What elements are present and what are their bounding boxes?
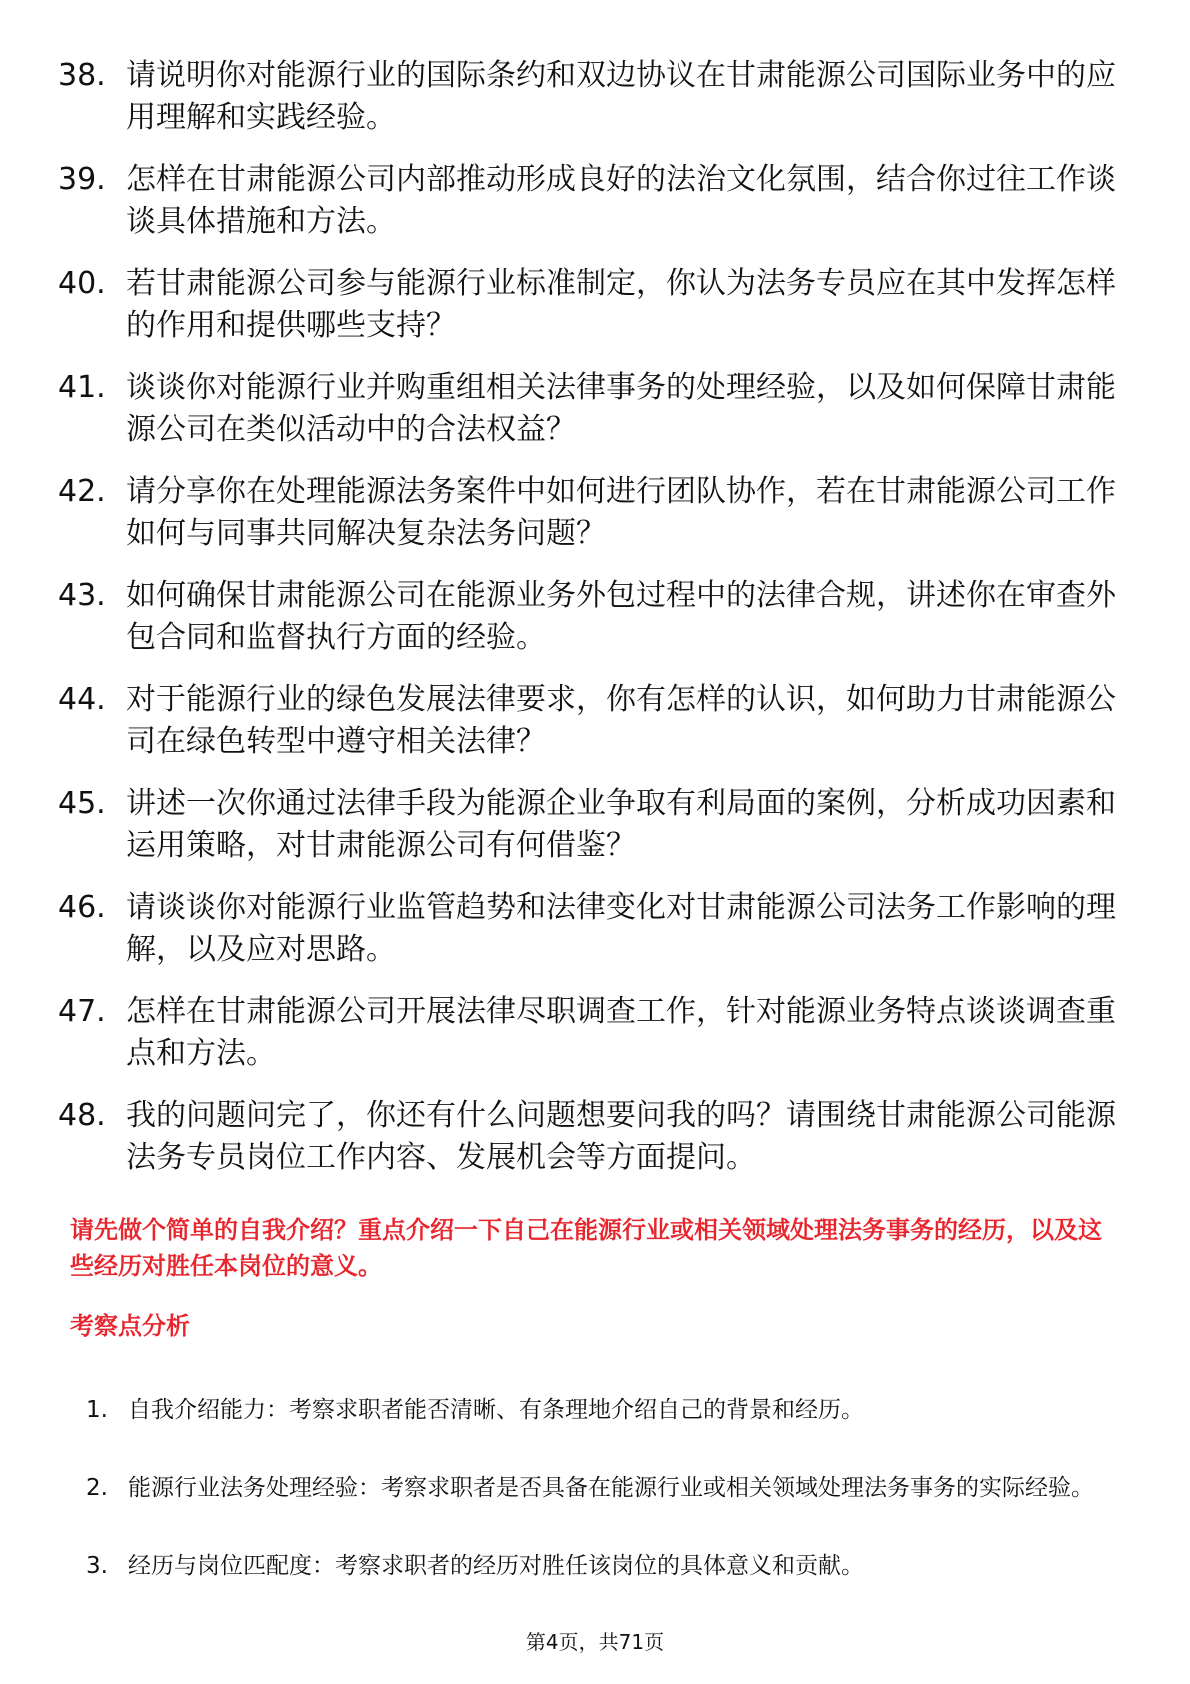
question-text: 若甘肃能源公司参与能源行业标准制定，你认为法务专员应在其中发挥怎样的作用和提供哪些支持？ [126, 266, 1116, 343]
list-item [58, 1095, 1118, 1179]
list-item [58, 991, 1118, 1075]
page-number-footer: 第4页，共71页 [525, 1630, 665, 1654]
question-text: 请分享你在处理能源法务案件中如何进行团队协作，若在甘肃能源公司工作如何与同事共同解决复杂法务问题？ [126, 474, 1116, 551]
question-number: 47. [58, 994, 106, 1029]
list-item [58, 679, 1118, 763]
question-list [58, 55, 1118, 1199]
list-item [58, 887, 1118, 971]
analysis-number: 2. [86, 1475, 108, 1501]
list-item [86, 1382, 1120, 1438]
question-number: 40. [58, 266, 106, 301]
list-item [58, 575, 1118, 659]
question-text: 讲述一次你通过法律手段为能源企业争取有利局面的案例，分析成功因素和运用策略，对甘肃能源公司有何借鉴？ [126, 786, 1116, 863]
list-item [58, 783, 1118, 867]
question-text: 请说明你对能源行业的国际条约和双边协议在甘肃能源公司国际业务中的应用理解和实践经验。 [126, 58, 1116, 135]
list-item [58, 55, 1118, 139]
question-text: 如何确保甘肃能源公司在能源业务外包过程中的法律合规，讲述你在审查外包合同和监督执行方面的经验。 [126, 578, 1116, 655]
analysis-list [86, 1382, 1120, 1616]
question-text: 我的问题问完了，你还有什么问题想要问我的吗？请围绕甘肃能源公司能源法务专员岗位工作内容、发展机会等方面提问。 [126, 1098, 1116, 1175]
question-text: 对于能源行业的绿色发展法律要求，你有怎样的认识，如何助力甘肃能源公司在绿色转型中遵守相关法律？ [126, 682, 1116, 759]
analysis-text: 能源行业法务处理经验：考察求职者是否具备在能源行业或相关领域处理法务事务的实际经验。 [128, 1475, 1094, 1501]
list-item [86, 1538, 1120, 1594]
question-number: 43. [58, 578, 106, 613]
question-text: 谈谈你对能源行业并购重组相关法律事务的处理经验，以及如何保障甘肃能源公司在类似活动中的合法权益？ [126, 370, 1116, 447]
question-number: 39. [58, 162, 106, 197]
analysis-heading: 考察点分析 [70, 1312, 190, 1340]
question-number: 45. [58, 786, 106, 821]
question-number: 41. [58, 370, 106, 405]
analysis-text: 自我介绍能力：考察求职者能否清晰、有条理地介绍自己的背景和经历。 [128, 1397, 864, 1423]
analysis-number: 3. [86, 1553, 108, 1579]
question-number: 48. [58, 1098, 106, 1133]
question-number: 38. [58, 58, 106, 93]
list-item [58, 159, 1118, 243]
question-text: 怎样在甘肃能源公司内部推动形成良好的法治文化氛围，结合你过往工作谈谈具体措施和方法。 [126, 162, 1116, 239]
question-number: 46. [58, 890, 106, 925]
analysis-number: 1. [86, 1397, 108, 1423]
list-item [58, 367, 1118, 451]
question-number: 42. [58, 474, 106, 509]
question-text: 请谈谈你对能源行业监管趋势和法律变化对甘肃能源公司法务工作影响的理解，以及应对思路。 [126, 890, 1116, 967]
question-text: 怎样在甘肃能源公司开展法律尽职调查工作，针对能源业务特点谈谈调查重点和方法。 [126, 994, 1116, 1071]
list-item [86, 1460, 1120, 1516]
question-number: 44. [58, 682, 106, 717]
list-item [58, 263, 1118, 347]
list-item [58, 471, 1118, 555]
analysis-text: 经历与岗位匹配度：考察求职者的经历对胜任该岗位的具体意义和贡献。 [128, 1553, 864, 1579]
intro-question: 请先做个简单的自我介绍？重点介绍一下自己在能源行业或相关领域处理法务事务的经历，以及这些经历对胜任本岗位的意义。 [70, 1216, 1102, 1280]
